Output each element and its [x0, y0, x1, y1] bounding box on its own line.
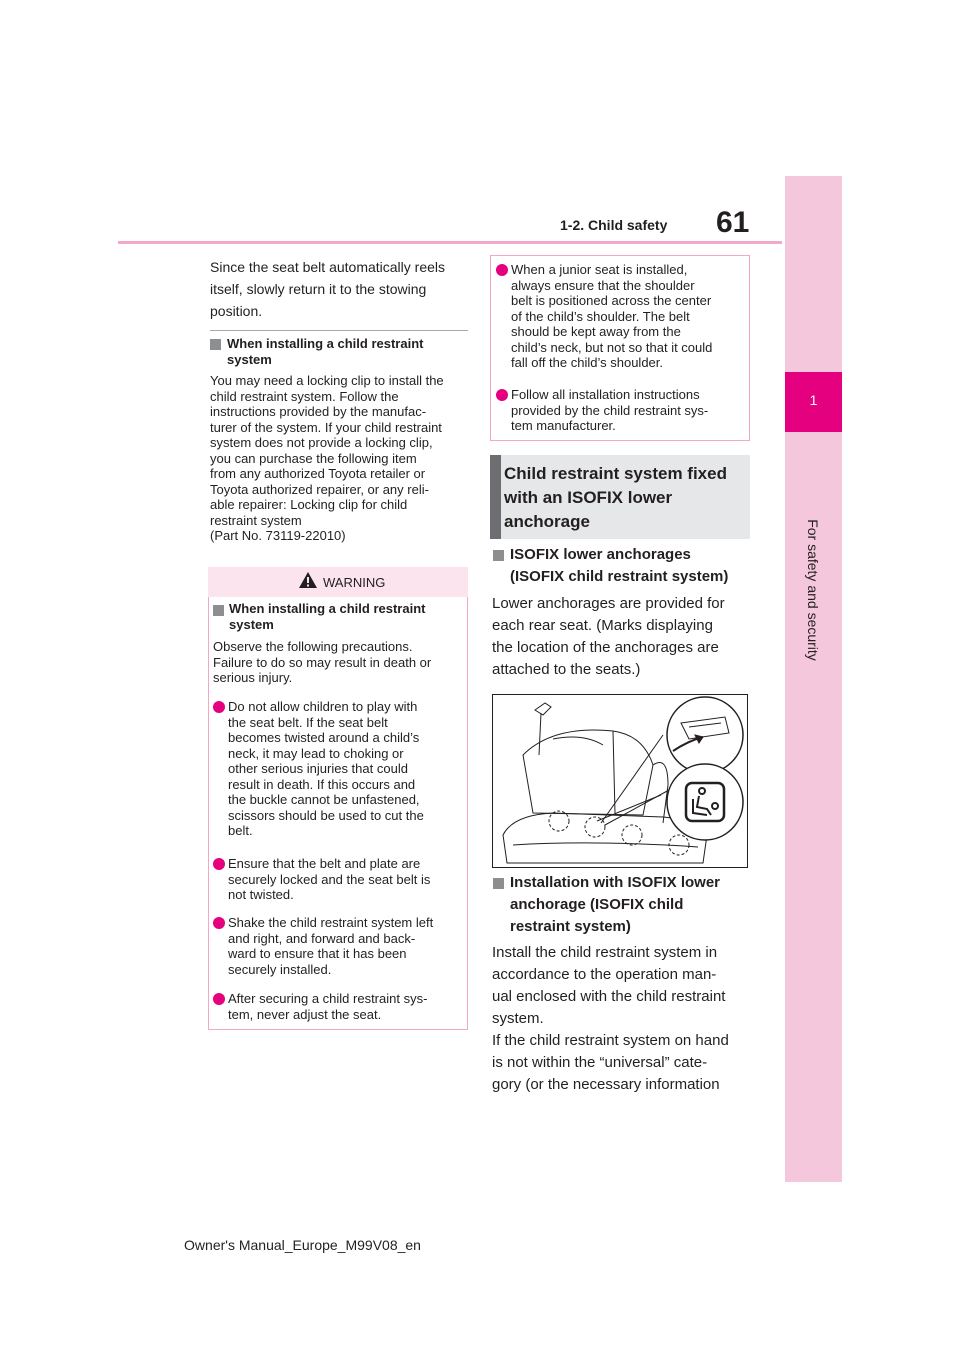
- bullet-line: securely installed.: [228, 961, 332, 977]
- bullet-icon: [213, 993, 225, 1005]
- body-line: restraint system: [210, 512, 302, 528]
- section-heading-line: with an ISOFIX lower: [504, 488, 673, 507]
- bullet-line: Follow all installation instructions: [511, 387, 700, 402]
- warning-intro: [213, 639, 431, 686]
- section-heading-line: anchorage: [504, 512, 590, 531]
- intro-line: Since the seat belt automatically reels: [210, 259, 446, 275]
- warning-subheading-line: system: [229, 616, 274, 632]
- install-body-line: accordance to the operation man-: [492, 966, 717, 983]
- warning-intro-line: Observe the following precautions.: [213, 639, 413, 654]
- bullet-line: should be kept away from the: [511, 324, 681, 339]
- body-line: from any authorized Toyota retailer or: [210, 466, 426, 481]
- body-line: turer of the system. If your child restraint: [210, 419, 442, 435]
- bullet-line: other serious injuries that could: [228, 761, 408, 776]
- isofix-body-line: Lower anchorages are provided for: [492, 595, 725, 612]
- install-body-line: ual enclosed with the child restraint: [492, 988, 726, 1005]
- bullet-line: Do not allow children to play with: [228, 699, 418, 714]
- chapter-label: For safety and security: [805, 519, 821, 661]
- bullet-icon: [496, 389, 508, 401]
- install-body-line: is not within the “universal” cate-: [492, 1054, 708, 1071]
- warning-intro-line: serious injury.: [213, 670, 293, 685]
- footer-text: Owner's Manual_Europe_M99V08_en: [184, 1237, 421, 1253]
- chapter-number: 1: [809, 392, 818, 408]
- locking-clip-paragraph: [210, 373, 444, 544]
- rear-seat-illustration: [493, 695, 747, 867]
- body-line: (Part No. 73119-22010): [210, 528, 346, 543]
- install-body-line: system.: [492, 1010, 544, 1027]
- subheading: [227, 336, 423, 367]
- bullet-line: tem manufacturer.: [511, 418, 616, 433]
- bullet-line: After securing a child restraint sys-: [228, 991, 428, 1006]
- bullet-icon: [496, 264, 508, 276]
- intro-line: itself, slowly return it to the stowing: [210, 281, 427, 297]
- subheading-square-icon: [210, 339, 221, 350]
- warning-intro-line: Failure to do so may result in death or: [213, 654, 432, 670]
- bullet-line: the seat belt. If the seat belt: [228, 714, 388, 730]
- bullet-line: child’s neck, but not so that it could: [511, 339, 713, 355]
- bullet-line: result in death. If this occurs and: [228, 776, 416, 792]
- bullet-icon: [213, 858, 225, 870]
- bullet-line: Shake the child restraint system left: [228, 915, 434, 930]
- warning-title: WARNING: [323, 575, 386, 590]
- divider: [210, 330, 468, 331]
- isofix-body-line: attached to the seats.): [492, 661, 641, 678]
- isofix-heading-square-icon: [493, 550, 504, 561]
- bullet-line: tem, never adjust the seat.: [228, 1006, 382, 1022]
- bullet-icon: [213, 917, 225, 929]
- note-bullet-text: [511, 387, 741, 434]
- body-line: Toyota authorized repairer, or any reli-: [210, 481, 429, 497]
- bullet-line: When a junior seat is installed,: [511, 262, 688, 277]
- warning-subheading-square-icon: [213, 605, 224, 616]
- bullet-line: and right, and forward and back-: [228, 930, 416, 946]
- install-heading-line: anchorage (ISOFIX child: [510, 896, 684, 913]
- section-heading-line: Child restraint system fixed: [504, 464, 727, 483]
- isofix-heading: [510, 544, 728, 588]
- isofix-body: [492, 593, 725, 681]
- isofix-illustration: [492, 694, 748, 868]
- note-bullet-text: [511, 262, 741, 371]
- section-heading-bar: [490, 455, 501, 539]
- warning-bullet-text: [228, 915, 458, 977]
- body-line: instructions provided by the manufac-: [210, 404, 427, 419]
- bullet-line: neck, it may lead to choking or: [228, 745, 404, 761]
- bullet-line: belt is positioned across the center: [511, 293, 712, 308]
- isofix-body-line: the location of the anchorages are: [492, 639, 719, 656]
- install-heading: [510, 872, 720, 938]
- body-line: able repairer: Locking clip for child: [210, 497, 408, 512]
- isofix-body-line: each rear seat. (Marks displaying: [492, 617, 713, 634]
- install-body-line: gory (or the necessary information: [492, 1076, 720, 1093]
- install-heading-line: Installation with ISOFIX lower: [510, 874, 721, 891]
- section-title: 1-2. Child safety: [560, 217, 668, 233]
- warning-subheading-line: When installing a child restraint: [229, 601, 426, 616]
- warning-subheading: [229, 601, 425, 632]
- page-number: 61: [716, 206, 750, 239]
- body-line: You may need a locking clip to install the: [210, 373, 444, 388]
- bullet-line: fall off the child’s shoulder.: [511, 355, 664, 370]
- bullet-line: provided by the child restraint sys-: [511, 402, 709, 418]
- bullet-line: the buckle cannot be unfastened,: [228, 792, 420, 807]
- isofix-heading-line: (ISOFIX child restraint system): [510, 568, 729, 585]
- warning-bullet-text: [228, 991, 458, 1022]
- bullet-line: always ensure that the shoulder: [511, 277, 695, 293]
- bullet-line: not twisted.: [228, 887, 294, 902]
- install-heading-square-icon: [493, 878, 504, 889]
- warning-triangle-icon: [298, 571, 318, 589]
- section-heading: [504, 462, 727, 534]
- warning-bullet-text: [228, 856, 458, 903]
- body-line: you can purchase the following item: [210, 450, 417, 466]
- isofix-heading-line: ISOFIX lower anchorages: [510, 546, 691, 563]
- bullet-line: ward to ensure that it has been: [228, 946, 407, 961]
- bullet-line: becomes twisted around a child’s: [228, 730, 420, 745]
- subheading-line: system: [227, 351, 272, 367]
- bullet-icon: [213, 701, 225, 713]
- bullet-line: securely locked and the seat belt is: [228, 871, 431, 887]
- intro-line: position.: [210, 303, 263, 319]
- bullet-line: of the child’s shoulder. The belt: [511, 308, 690, 324]
- body-line: child restraint system. Follow the: [210, 388, 399, 404]
- install-body-line: Install the child restraint system in: [492, 944, 718, 961]
- subheading-line: When installing a child restraint: [227, 336, 424, 351]
- bullet-line: belt.: [228, 823, 253, 838]
- install-body: [492, 942, 729, 1096]
- bullet-line: Ensure that the belt and plate are: [228, 856, 421, 871]
- body-line: system does not provide a locking clip,: [210, 435, 433, 450]
- bullet-line: scissors should be used to cut the: [228, 807, 424, 823]
- header-rule: [118, 241, 782, 244]
- chapter-tab: [785, 176, 842, 1182]
- install-body-line: If the child restraint system on hand: [492, 1032, 729, 1049]
- intro-paragraph: [210, 256, 445, 322]
- install-heading-line: restraint system): [510, 918, 631, 935]
- warning-bullet-text: [228, 699, 458, 839]
